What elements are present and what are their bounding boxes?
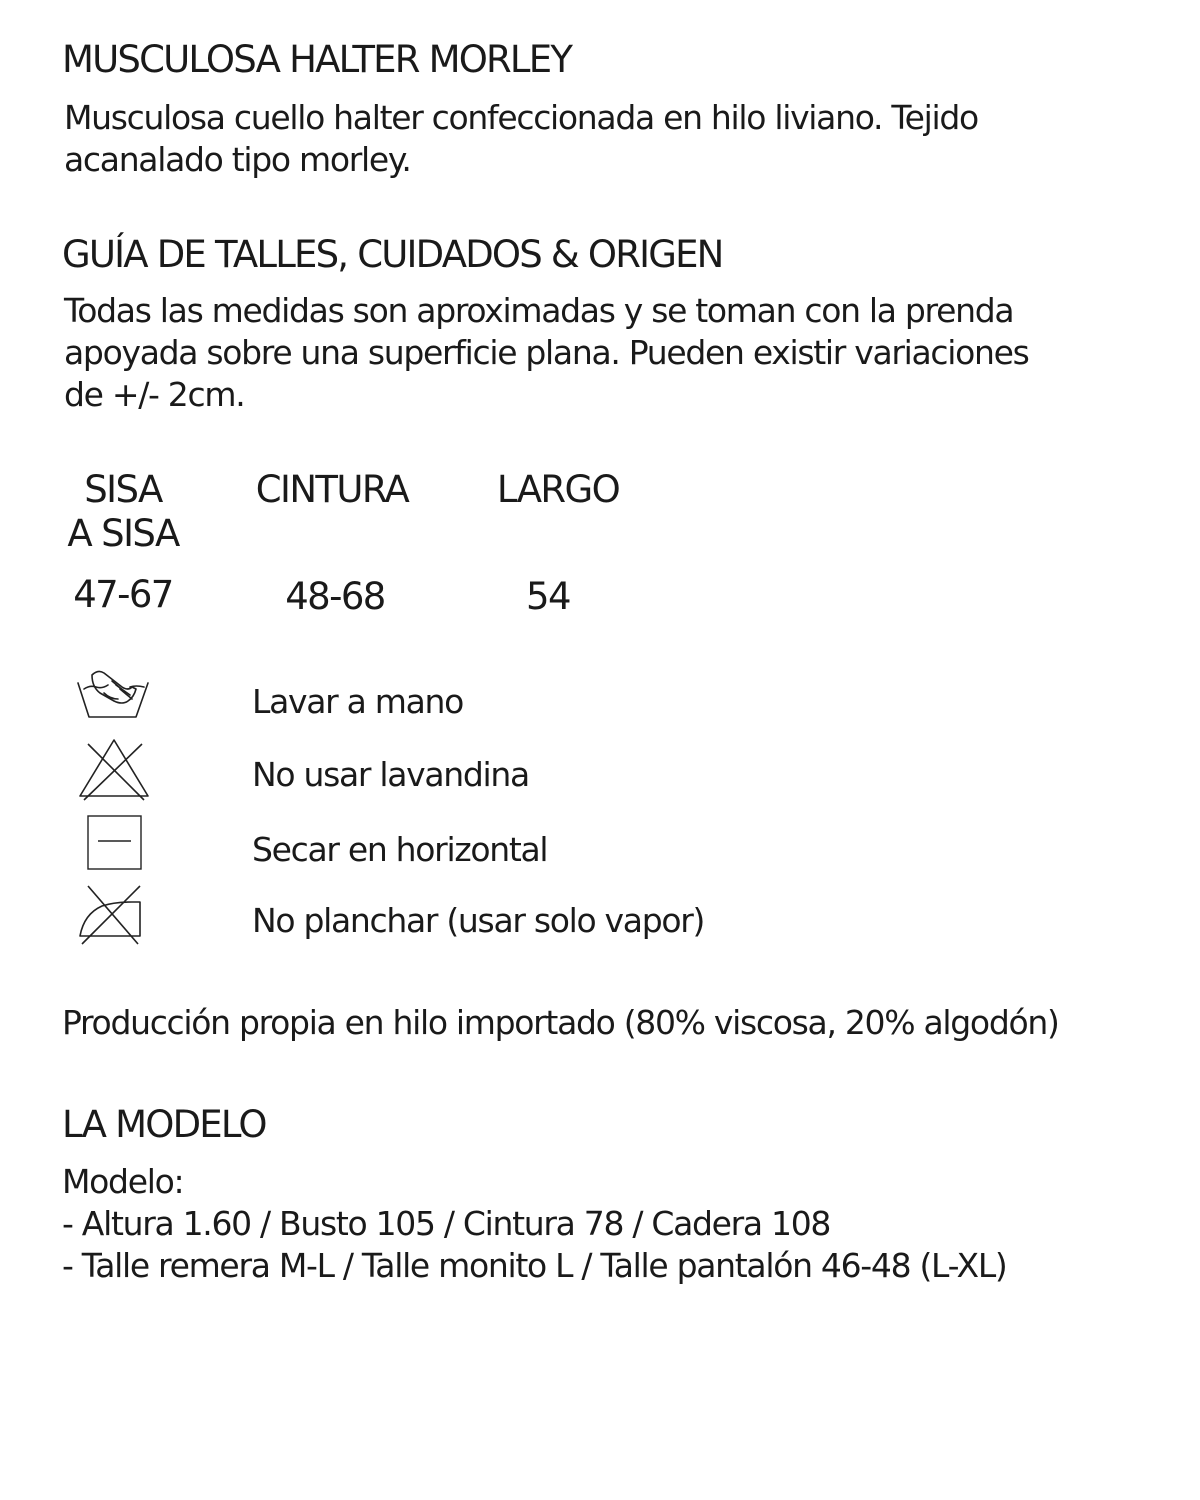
care-item-hand-wash	[76, 665, 876, 725]
size-header-sisa: SISA A SISA	[67, 468, 179, 555]
care-label: Secar en horizontal	[252, 830, 548, 869]
size-header-largo: LARGO	[496, 468, 620, 511]
no-bleach-icon	[76, 738, 156, 802]
product-section	[62, 38, 571, 82]
no-iron-icon	[76, 884, 156, 948]
model-line: - Talle remera M-L / Talle monito L / Talle pantalón 46-48 (L-XL)	[62, 1246, 1007, 1285]
description-line: acanalado tipo morley.	[64, 140, 411, 179]
size-header-cintura: CINTURA	[255, 468, 409, 511]
note-line: apoyada sobre una superficie plana. Pueden existir variaciones	[64, 333, 1029, 372]
note-line: Todas las medidas son aproximadas y se toman con la prenda	[64, 291, 1014, 330]
model-line: - Altura 1.60 / Busto 105 / Cintura 78 / Cadera 108	[62, 1204, 831, 1243]
hand-wash-icon	[76, 665, 156, 725]
origin-section	[62, 1002, 1059, 1044]
model-section	[62, 1103, 266, 1147]
guide-note	[64, 290, 1029, 416]
care-label: No usar lavandina	[252, 755, 529, 794]
model-line: Modelo:	[62, 1162, 184, 1201]
size-value-largo: 54	[526, 575, 570, 618]
care-item-no-iron	[76, 884, 876, 944]
guide-section	[62, 233, 723, 277]
product-title: MUSCULOSA HALTER MORLEY	[62, 38, 572, 81]
care-label: Lavar a mano	[252, 682, 464, 721]
guide-title: GUÍA DE TALLES, CUIDADOS & ORIGEN	[62, 233, 723, 276]
model-title: LA MODELO	[62, 1103, 266, 1146]
product-description	[64, 97, 978, 181]
dry-flat-icon	[76, 813, 156, 873]
care-item-dry-flat	[76, 813, 876, 873]
note-line: de +/- 2cm.	[64, 375, 245, 414]
care-item-no-bleach	[76, 738, 876, 798]
origin-text: Producción propia en hilo importado (80% viscosa, 20% algodón)	[62, 1003, 1059, 1042]
description-line: Musculosa cuello halter confeccionada en hilo liviano. Tejido	[64, 98, 978, 137]
size-value-sisa: 47-67	[73, 573, 173, 616]
care-label: No planchar (usar solo vapor)	[252, 901, 705, 940]
size-value-cintura: 48-68	[285, 575, 385, 618]
model-details	[62, 1161, 1007, 1287]
